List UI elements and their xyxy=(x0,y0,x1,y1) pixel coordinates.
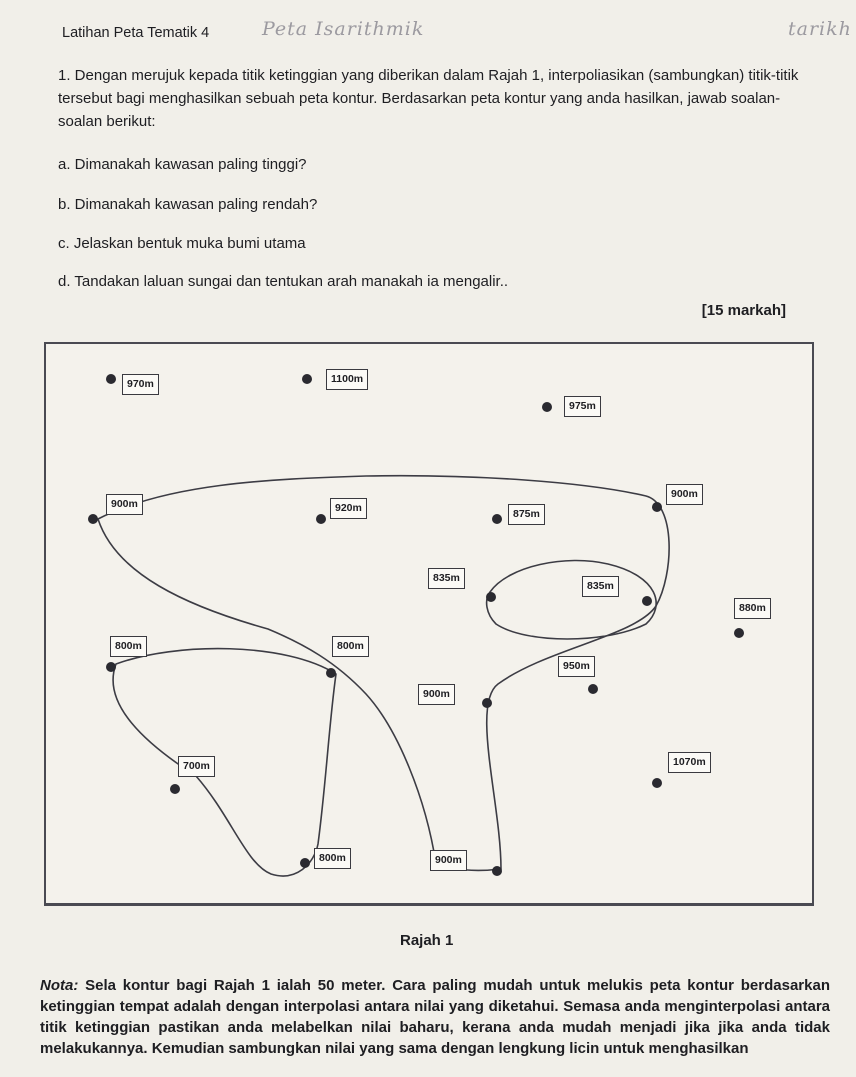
handwritten-note-corner: tarikh xyxy=(788,18,852,40)
elevation-label: 920m xyxy=(330,498,367,519)
lower-u-line xyxy=(113,649,336,876)
elevation-label: 900m xyxy=(418,684,455,705)
map-frame xyxy=(44,342,814,906)
elevation-label: 700m xyxy=(178,756,215,777)
question-item-c: c. Jelaskan bentuk muka bumi utama xyxy=(58,235,306,252)
elevation-label: 800m xyxy=(314,848,351,869)
elevation-label: 800m xyxy=(332,636,369,657)
elevation-dot xyxy=(492,514,502,524)
elevation-dot xyxy=(326,668,336,678)
elevation-label: 1070m xyxy=(668,752,711,773)
elevation-label: 975m xyxy=(564,396,601,417)
question-item-b: b. Dimanakah kawasan paling rendah? xyxy=(58,196,318,213)
inner-loop-line xyxy=(487,560,657,639)
elevation-label: 835m xyxy=(428,568,465,589)
elevation-dot xyxy=(542,402,552,412)
question-intro: 1. Dengan merujuk kepada titik ketinggian yang diberikan dalam Rajah 1, interpoliasikan (sambungkan) titik-titik tersebut bagi menghasilkan sebuah peta kontur. Berdasarkan peta kontur yang anda hasilkan, jawab soalan-soalan berikut: xyxy=(58,67,799,130)
elevation-label: 900m xyxy=(106,494,143,515)
question-item-d: d. Tandakan laluan sungai dan tentukan arah manakah ia mengalir.. xyxy=(58,273,509,290)
elevation-dot xyxy=(88,514,98,524)
elevation-dot xyxy=(734,628,744,638)
elevation-dot xyxy=(106,662,116,672)
elevation-label: 1100m xyxy=(326,369,368,390)
elevation-dot xyxy=(482,698,492,708)
elevation-label: 800m xyxy=(110,636,147,657)
elevation-label: 900m xyxy=(430,850,467,871)
elevation-dot xyxy=(492,866,502,876)
elevation-label: 900m xyxy=(666,484,703,505)
elevation-label: 835m xyxy=(582,576,619,597)
elevation-dot xyxy=(170,784,180,794)
elevation-dot xyxy=(642,596,652,606)
elevation-dot xyxy=(302,374,312,384)
map-canvas xyxy=(46,344,812,904)
elevation-dot xyxy=(652,778,662,788)
elevation-label: 875m xyxy=(508,504,545,525)
elevation-label: 970m xyxy=(122,374,159,395)
elevation-dot xyxy=(316,514,326,524)
question-item-a: a. Dimanakah kawasan paling tinggi? xyxy=(58,156,307,173)
elevation-dot xyxy=(106,374,116,384)
elevation-dot xyxy=(486,592,496,602)
marks-label: [15 markah] xyxy=(701,302,786,319)
elevation-dot xyxy=(300,858,310,868)
note-text: Sela kontur bagi Rajah 1 ialah 50 meter. Cara paling mudah untuk melukis peta kontur berdasarkan ketinggian tempat adalah dengan interpolasi antara nilai yang diketahui. Semasa anda menginterpolasi antara titik ketinggian pastikan anda melabelkan nilai baharu, kerana anda mudah menjadi jika jika anda tidak melakukannya. Kemudian sambungkan nilai yang sama dengan lengkung licin untuk menghasilkan xyxy=(40,977,830,1057)
figure-caption: Rajah 1 xyxy=(400,932,454,949)
note-lead: Nota: xyxy=(40,977,79,994)
worksheet-title: Latihan Peta Tematik 4 xyxy=(62,25,210,41)
note-paragraph xyxy=(40,975,830,1059)
elevation-dot xyxy=(652,502,662,512)
handwritten-note: Peta Isarithmik xyxy=(262,18,425,40)
elevation-dot xyxy=(588,684,598,694)
elevation-label: 880m xyxy=(734,598,771,619)
elevation-label: 950m xyxy=(558,656,595,677)
